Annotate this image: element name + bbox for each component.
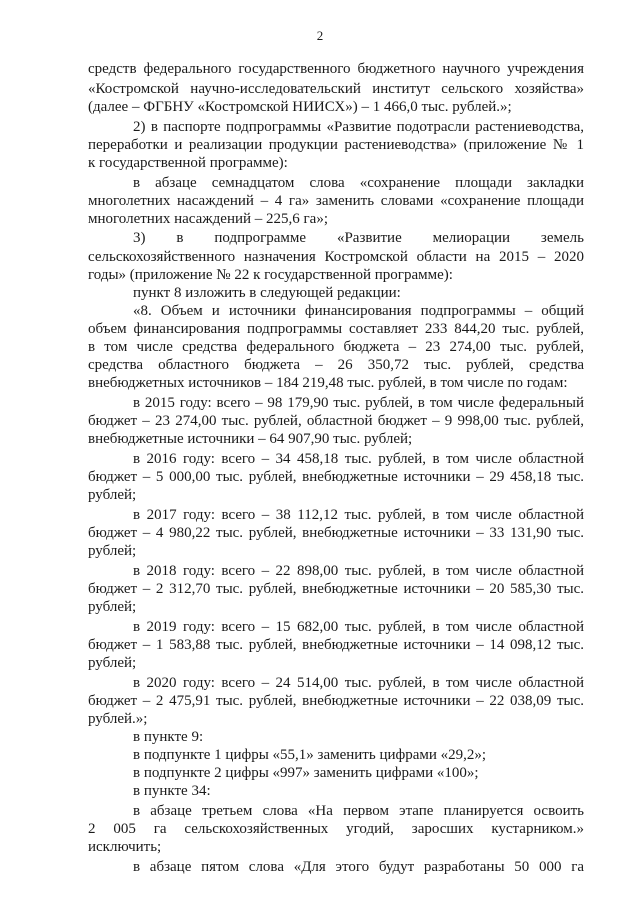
text-line: рублей;	[88, 655, 137, 671]
text-line: переработки и реализации продукции растениеводства» (приложение № 1	[88, 137, 584, 153]
text-line: в абзаце третьем слова «На первом этапе планируется освоить	[133, 803, 584, 819]
text-line: 3) в подпрограмме «Развитие мелиорации земель	[133, 230, 584, 246]
text-line: бюджет – 23 274,00 тыс. рублей, областной бюджет – 9 998,00 тыс. рублей,	[88, 413, 584, 429]
text-line: «Костромской научно-исследовательский институт сельского хозяйства»	[88, 81, 584, 97]
text-line: сельскохозяйственного назначения Костромской области на 2015 – 2020	[88, 249, 584, 265]
text-line: в подпункте 2 цифры «997» заменить цифрами «100»;	[133, 765, 479, 781]
text-line: «8. Объем и источники финансирования подпрограммы – общий	[133, 303, 584, 319]
text-line: бюджет – 2 475,91 тыс. рублей, внебюджетные источники – 22 038,09 тыс.	[88, 693, 584, 709]
text-line: рублей;	[88, 599, 137, 615]
text-line: в 2018 году: всего – 22 898,00 тыс. рублей, в том числе областной	[133, 563, 584, 579]
text-line: бюджет – 1 583,88 тыс. рублей, внебюджетные источники – 14 098,12 тыс.	[88, 637, 584, 653]
text-line: (далее – ФГБНУ «Костромской НИИСХ») – 1 466,0 тыс. рублей.»;	[88, 99, 512, 115]
text-line: в абзаце пятом слова «Для этого будут разработаны 50 000 га	[133, 859, 584, 875]
text-line: средства областного бюджета – 26 350,72 тыс. рублей, средства	[88, 357, 584, 373]
text-line: исключить;	[88, 839, 162, 855]
text-line: в 2015 году: всего – 98 179,90 тыс. рублей, в том числе федеральный	[133, 395, 584, 411]
text-line: рублей.»;	[88, 711, 148, 727]
text-line: многолетних насаждений – 225,6 га»;	[88, 211, 328, 227]
text-line: в 2020 году: всего – 24 514,00 тыс. рублей, в том числе областной	[133, 675, 584, 691]
text-line: в 2016 году: всего – 34 458,18 тыс. рублей, в том числе областной	[133, 451, 584, 467]
text-line: бюджет – 5 000,00 тыс. рублей, внебюджетные источники – 29 458,18 тыс.	[88, 469, 584, 485]
text-line: рублей;	[88, 543, 137, 559]
text-line: пункт 8 изложить в следующей редакции:	[133, 285, 401, 301]
text-line: в абзаце семнадцатом слова «сохранение площади закладки	[133, 175, 584, 191]
text-line: 2) в паспорте подпрограммы «Развитие подотрасли растениеводства,	[133, 119, 584, 135]
text-line: к государственной программе):	[88, 155, 288, 171]
text-line: в 2017 году: всего – 38 112,12 тыс. рублей, в том числе областной	[133, 507, 584, 523]
page-number: 2	[316, 28, 324, 43]
text-line: внебюджетных источников – 184 219,48 тыс. рублей, в том числе по годам:	[88, 375, 568, 391]
text-line: средств федерального государственного бюджетного научного учреждения	[88, 61, 584, 77]
text-line: объем финансирования подпрограммы составляет 233 844,20 тыс. рублей,	[88, 321, 584, 337]
text-line: рублей;	[88, 487, 137, 503]
text-line: в подпункте 1 цифры «55,1» заменить цифрами «29,2»;	[133, 747, 487, 763]
text-line: бюджет – 2 312,70 тыс. рублей, внебюджетные источники – 20 585,30 тыс.	[88, 581, 584, 597]
text-line: в пункте 9:	[133, 729, 204, 745]
text-line: годы» (приложение № 22 к государственной программе):	[88, 267, 453, 283]
text-line: в пункте 34:	[133, 783, 211, 799]
text-line: многолетних насаждений – 4 га» заменить словами «сохранение площади	[88, 193, 584, 209]
text-line: 2 005 га сельскохозяйственных угодий, заросших кустарником.»	[88, 821, 584, 837]
text-line: бюджет – 4 980,22 тыс. рублей, внебюджетные источники – 33 131,90 тыс.	[88, 525, 584, 541]
text-line: в 2019 году: всего – 15 682,00 тыс. рублей, в том числе областной	[133, 619, 584, 635]
text-line: в том числе средства федерального бюджета – 23 274,00 тыс. рублей,	[88, 339, 584, 355]
text-line: внебюджетные источники – 64 907,90 тыс. рублей;	[88, 431, 413, 447]
